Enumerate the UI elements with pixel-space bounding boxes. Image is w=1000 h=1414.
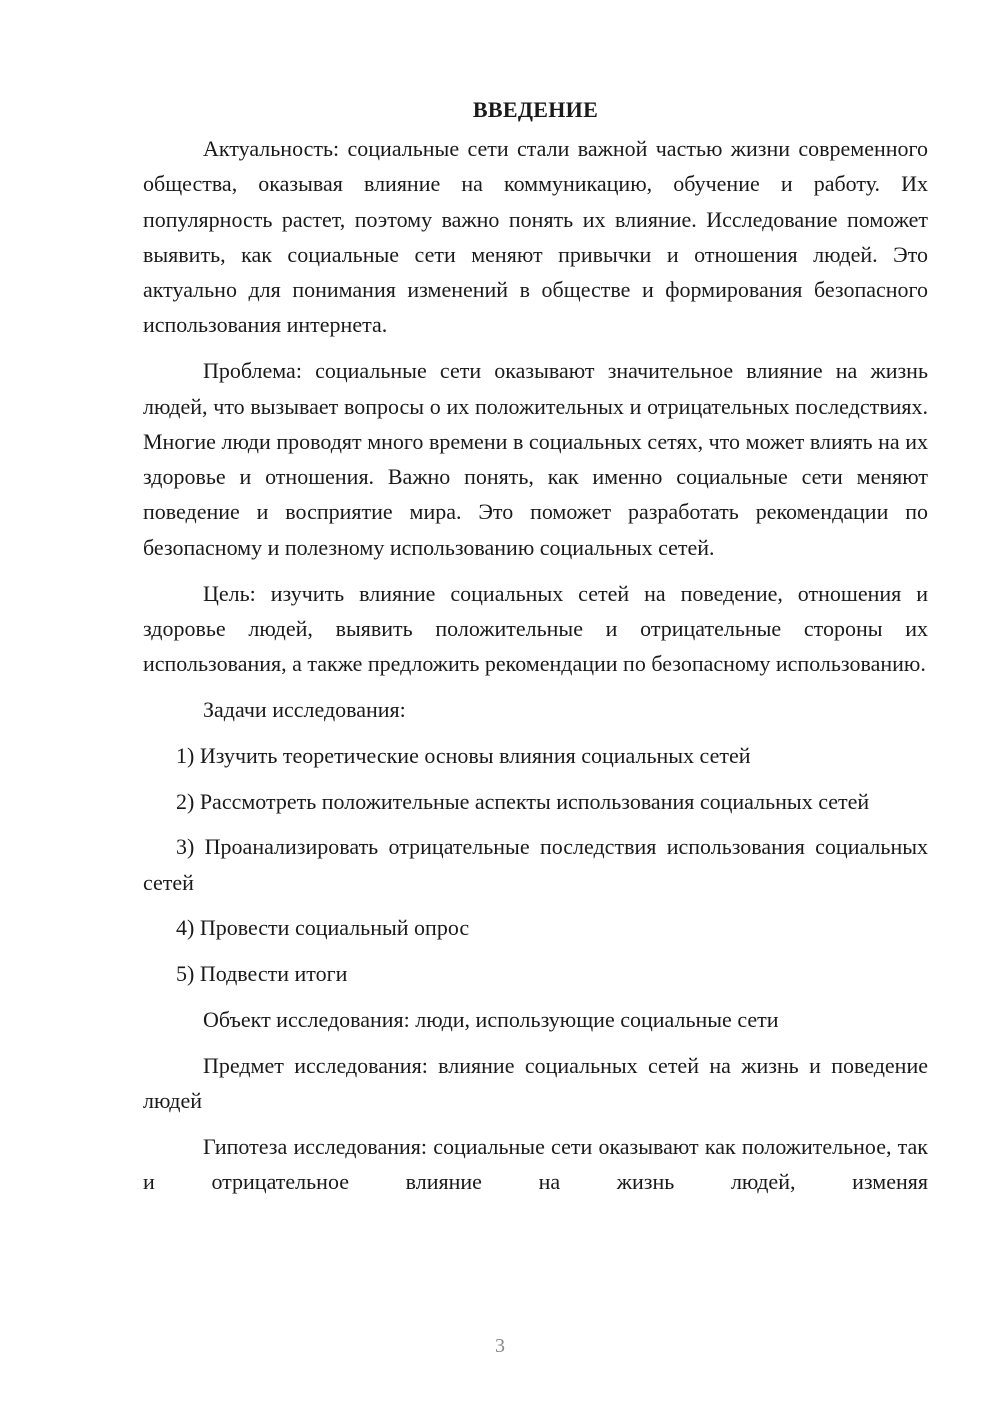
paragraph-hypothesis: Гипотеза исследования: социальные сети оказывают как положительное, так и отрицательное влияние на жизнь людей, изменяя xyxy=(143,1133,928,1195)
page-number: 3 xyxy=(495,1335,505,1357)
task-item-3: 3) Проанализировать отрицательные последствия использования социальных сетей xyxy=(143,834,928,895)
section-title: ВВЕДЕНИЕ xyxy=(472,97,599,122)
task-item-5: 5) Подвести итоги xyxy=(176,961,348,987)
page-content xyxy=(143,92,928,1210)
paragraph-problem: Проблема: социальные сети оказывают значительное влияние на жизнь людей, что вызывает вопросы о их положительных и отрицательных последствиях. Многие люди проводят много времени в социальных сетях, что может влиять на их здоровье и отношения. Важно понять, как именно социальные сети меняют поведение и восприятие мира. Это поможет разработать рекомендации по безопасному и полезному использованию социальных сетей. xyxy=(143,358,928,560)
paragraph-relevance: Актуальность: социальные сети стали важной частью жизни современного общества, оказывая влияние на коммуникацию, обучение и работу. Их популярность растет, поэтому важно понять их влияние. Исследование поможет выявить, как социальные сети меняют привычки и отношения людей. Это актуально для понимания изменений в обществе и формирования безопасного использования интернета. xyxy=(143,136,928,338)
paragraph-object: Объект исследования: люди, использующие социальные сети xyxy=(203,1007,779,1033)
paragraph-tasks-heading: Задачи исследования: xyxy=(203,696,406,722)
task-item-1: 1) Изучить теоретические основы влияния социальных сетей xyxy=(176,742,751,768)
paragraph-subject: Предмет исследования: влияние социальных сетей на жизнь и поведение людей xyxy=(143,1052,928,1114)
paragraph-goal: Цель: изучить влияние социальных сетей на поведение, отношения и здоровье людей, выявить положительные и отрицательные стороны их использования, а также предложить рекомендации по безопасному использованию. xyxy=(143,580,928,677)
task-item-4: 4) Провести социальный опрос xyxy=(176,915,470,941)
task-item-2: 2) Рассмотреть положительные аспекты использования социальных сетей xyxy=(176,788,870,814)
